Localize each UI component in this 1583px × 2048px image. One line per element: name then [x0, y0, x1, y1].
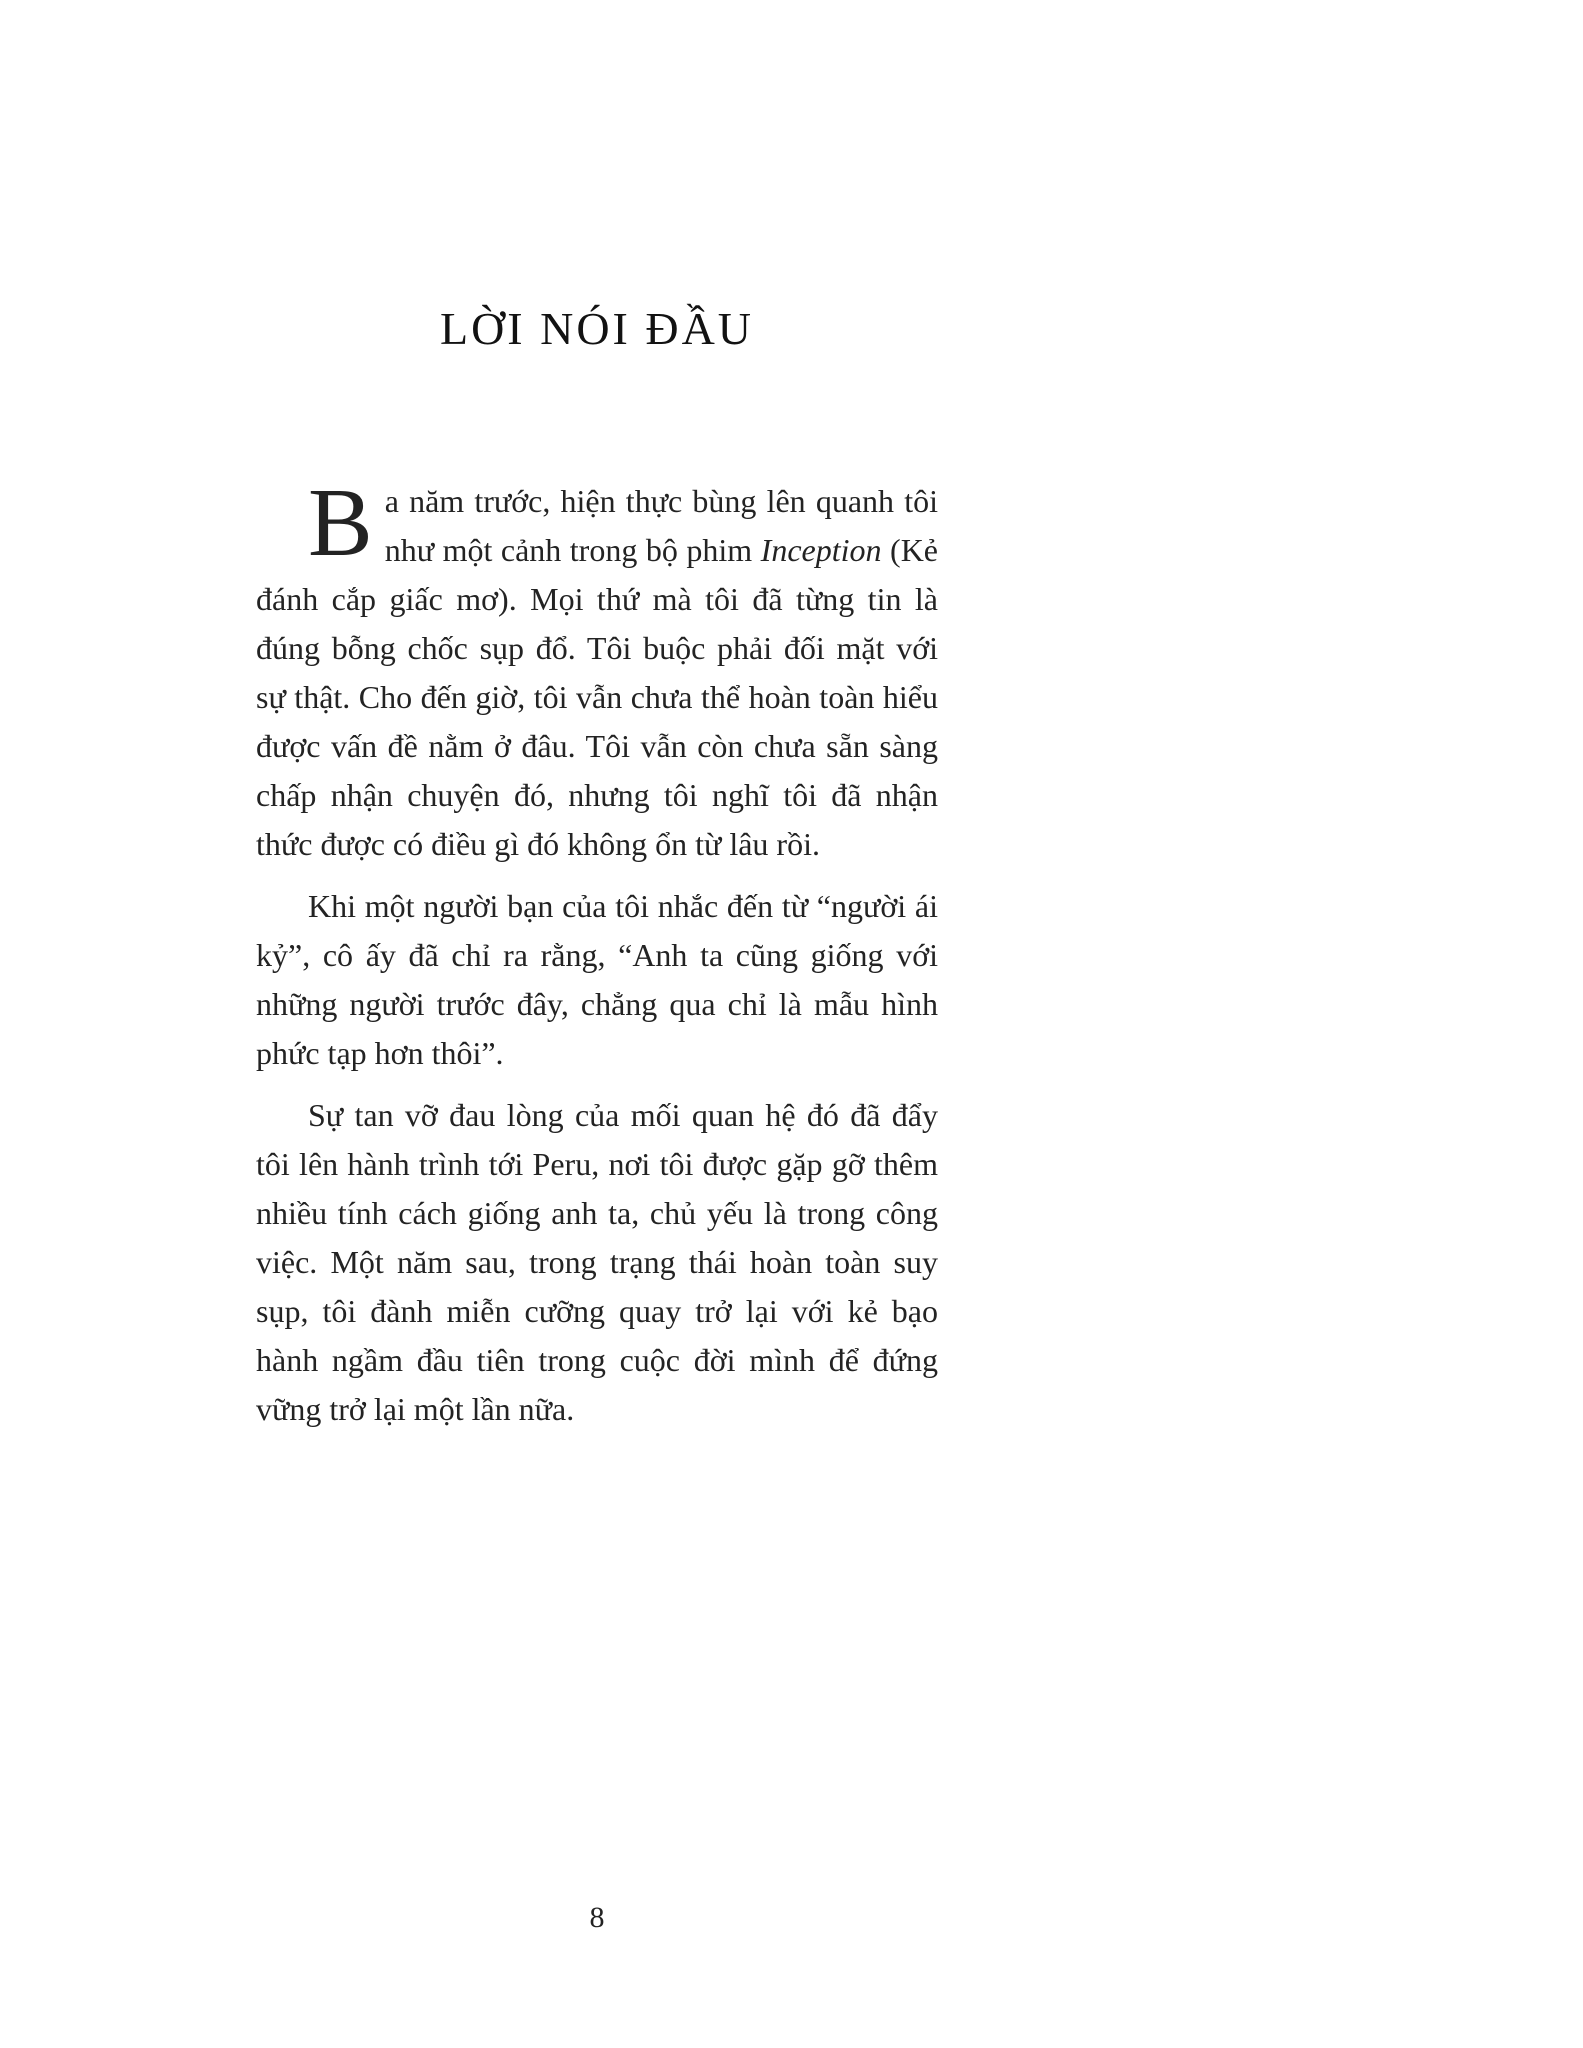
body-text	[256, 469, 939, 1434]
chapter-title: LỜI NÓI ĐẦU	[439, 303, 755, 354]
drop-cap: B	[308, 469, 373, 576]
text-block	[256, 302, 938, 1447]
paragraph-3: Sự tan vỡ đau lòng của mối quan hệ đó đã đẩy tôi lên hành trình tới Peru, nơi tôi được gặp gỡ thêm nhiều tính cách giống anh ta, chủ yếu là trong công việc. Một năm sau, trong trạng thái hoàn toàn suy sụp, tôi đành miễn cưỡng quay trở lại với kẻ bạo hành ngầm đầu tiên trong cuộc đời mình để đứng vững trở lại một lần nữa.	[256, 1097, 938, 1427]
paragraph-2: Khi một người bạn của tôi nhắc đến từ “người ái kỷ”, cô ấy đã chỉ ra rằng, “Anh ta cũng giống với những người trước đây, chẳng qua chỉ là mẫu hình phức tạp hơn thôi”.	[256, 888, 938, 1071]
paragraph-1-italic-title: Inception	[760, 532, 882, 568]
paragraph-1	[256, 469, 939, 869]
paragraph-1-text-after: (Kẻ đánh cắp giấc mơ). Mọi thứ mà tôi đã từng tin là đúng bỗng chốc sụp đổ. Tôi buộc phải đối mặt với sự thật. Cho đến giờ, tôi vẫn chưa thể hoàn toàn hiểu được vấn đề nằm ở đâu. Tôi vẫn còn chưa sẵn sàng chấp nhận chuyện đó, nhưng tôi nghĩ tôi đã nhận thức được có điều gì đó không ổn từ lâu rồi.	[256, 532, 939, 862]
page-number: 8	[589, 1901, 605, 1934]
paragraph-1-text-before: a năm trước, hiện thực bùng lên quanh tôi như một cảnh trong bộ phim	[384, 483, 938, 568]
